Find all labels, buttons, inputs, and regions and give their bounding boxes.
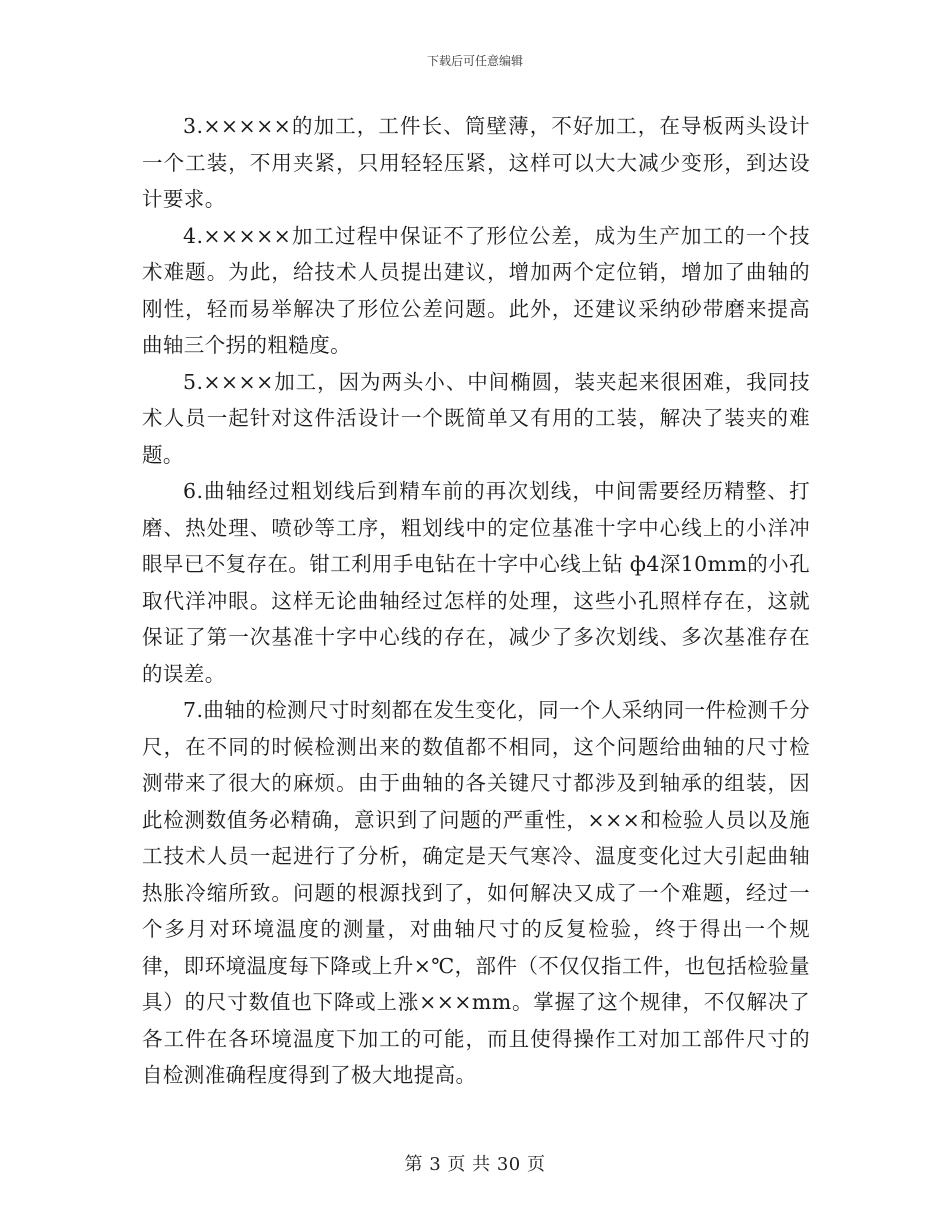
paragraph-item-3: 3.×××××的加工，工件长、筒壁薄，不好加工，在导板两头设计一个工装，不用夹紧，只用轻轻压紧，这样可以大大减少变形，到达设计要求。 — [142, 114, 810, 211]
page-header: 下载后可任意编辑 — [426, 54, 523, 68]
page-footer-page-number: 第 3 页 共 30 页 — [404, 1154, 546, 1175]
paragraph-item-6: 6.曲轴经过粗划线后到精车前的再次划线，中间需要经历精整、打磨、热处理、喷砂等工序，粗划线中的定位基准十字中心线上的小洋冲眼早已不复存在。钳工利用手电钻在十字中心线上钻 ф4深10mm的小孔取代洋冲眼。这样无论曲轴经过怎样的处理，这些小孔照样存在，这就保证了第一次基准十字中心线的存在，减少了多次划线、多次基准存在的误差。 — [142, 479, 810, 686]
paragraph-item-7: 7.曲轴的检测尺寸时刻都在发生变化，同一个人采纳同一件检测千分尺，在不同的时候检测出来的数值都不相同，这个问题给曲轴的尺寸检测带来了很大的麻烦。由于曲轴的各关键尺寸都涉及到轴承的组装，因此检测数值务必精确，意识到了问题的严重性，×××和检验人员以及施工技术人员一起进行了分析，确定是天气寒冷、温度变化过大引起曲轴热胀冷缩所致。问题的根源找到了，如何解决又成了一个难题，经过一个多月对环境温度的测量，对曲轴尺寸的反复检验，终于得出一个规律，即环境温度每下降或上升×℃，部件（不仅仅指工件，也包括检验量具）的尺寸数值也下降或上涨×××mm。掌握了这个规律，不仅解决了各工件在各环境温度下加工的可能，而且使得操作工对加工部件尺寸的自检测准确程度得到了极大地提高。 — [142, 698, 810, 1087]
document-body — [142, 108, 810, 1094]
paragraph-item-5: 5.××××加工，因为两头小、中间椭圆，装夹起来很困难，我同技术人员一起针对这件活设计一个既简单又有用的工装，解决了装夹的难题。 — [142, 369, 810, 467]
paragraph-item-4: 4.×××××加工过程中保证不了形位公差，成为生产加工的一个技术难题。为此，给技术人员提出建议，增加两个定位销，增加了曲轴的刚性，轻而易举解决了形位公差问题。此外，还建议采纳砂带磨来提高曲轴三个拐的粗糙度。 — [142, 223, 810, 357]
